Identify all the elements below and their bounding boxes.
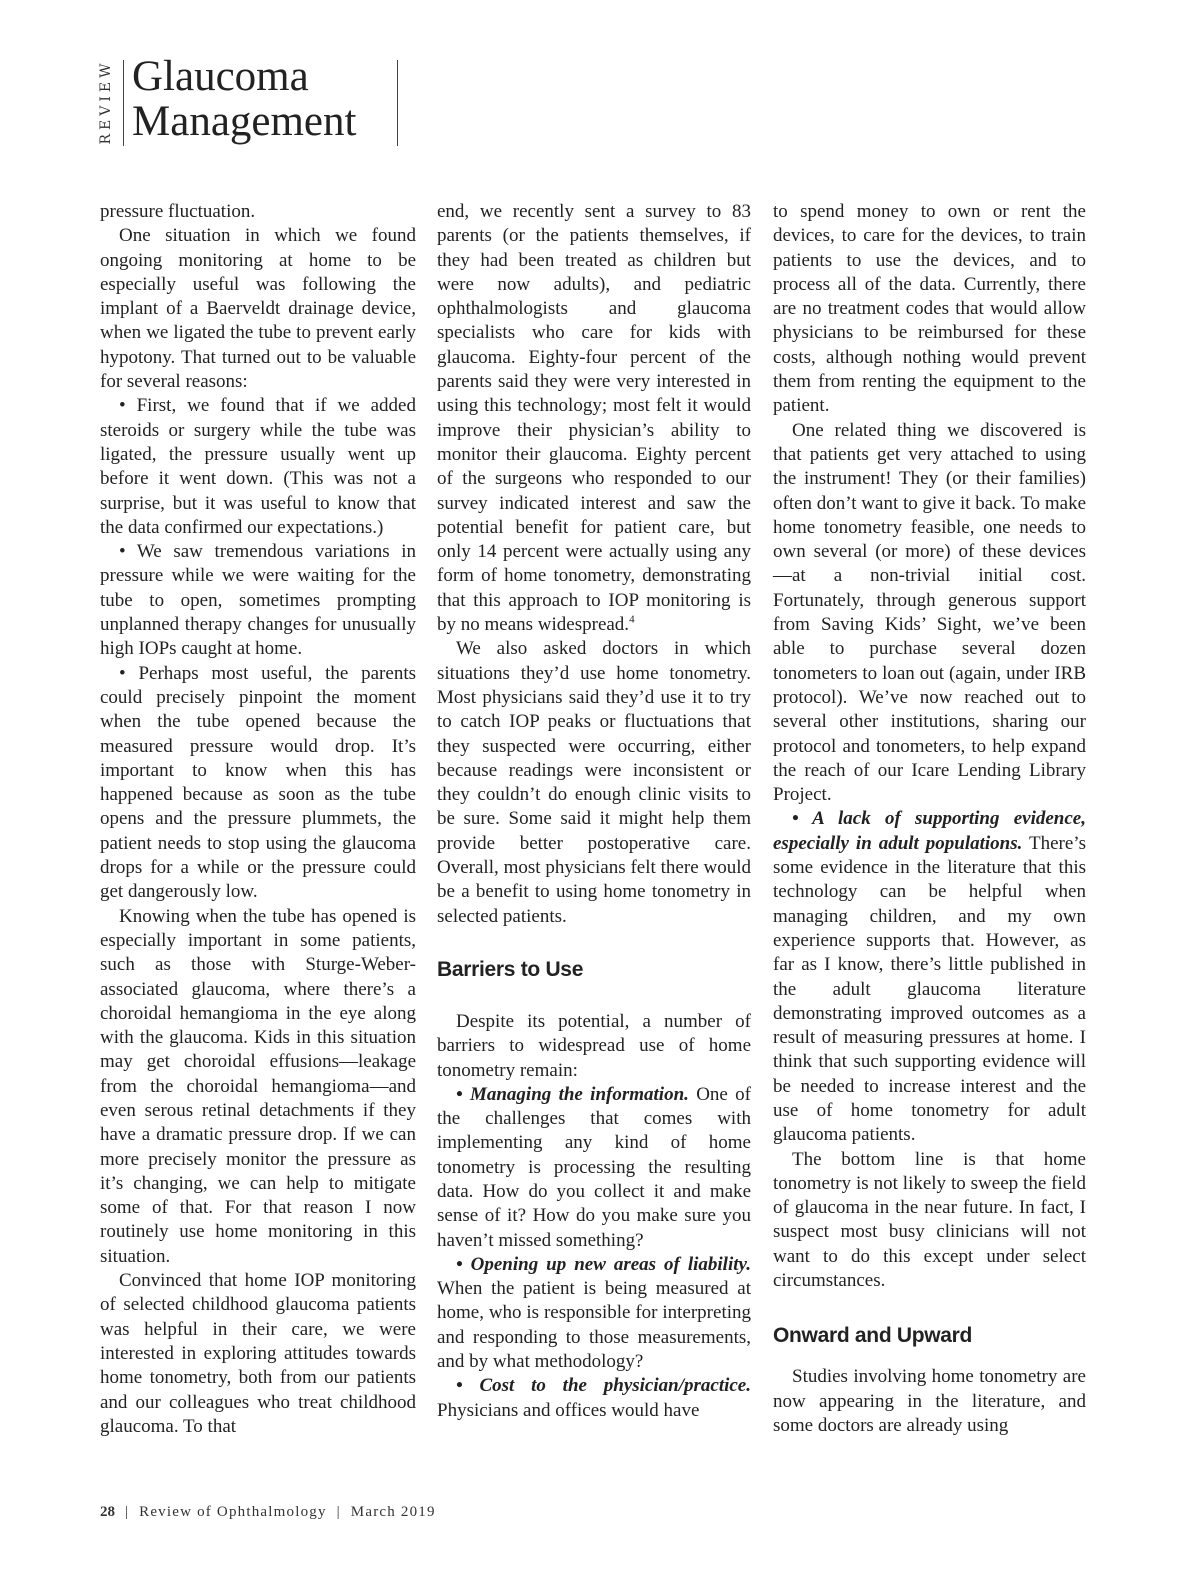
issue-date: March 2019 [350,1504,436,1520]
paragraph: The bottom line is that home tonometry is not likely to sweep the field of glaucoma in the near future. In fact, I suspect most busy clinicians will not want to do this except under select circumstances. [773,1148,1086,1292]
page-number: 28 [100,1504,115,1520]
bullet-text: Physicians and offices would have [437,1399,700,1421]
paragraph: One related thing we discovered is that patients get very attached to using the instrument! They (or their families) often don’t want to give it back. To make home tonometry feasible, one needs to own several (or more) of these devices—at a non-trivial initial cost. Fortunately, through generous support from Saving Kids’ Sight, we’ve been able to purchase several dozen tonometers to loan out (again, under IRB protocol). We’ve now reached out to several other institutions, sharing our protocol and tonometers, to help expand the reach of our Icare Lending Library Project. [773,419,1086,806]
section-label [96,58,116,146]
department-title [132,54,356,144]
reference-superscript: 4 [629,613,635,626]
paragraph: Despite its potential, a number of barriers to widespread use of home tonometry remain: [437,1010,751,1081]
section-label-text: REVIEW [98,59,114,145]
bullet-paragraph [437,1374,751,1423]
bullet-text: There’s some evidence in the literature that this technology can be helpful when managing children, and my own experience supports that. However, as far as I know, there’s little published in the adult glaucoma literature demonstrating improved outcomes as a result of measuring pressures at home. I think that such supporting evidence will be needed to increase interest and the use of home tonometry for adult glaucoma patients. [773,832,1086,1146]
paragraph-text: end, we recently sent a survey to 83 parents (or the patients themselves, if they had been treated as children but were now adults), and pediatric ophthalmologists and glaucoma specialists who care for kids with glaucoma. Eighty-four percent of the parents said they were very interested in using this technology; most felt it would improve their physician’s ability to monitor their glaucoma. Eighty percent of the surgeons who responded to our survey indicated interest and saw the potential benefit for patient care, but only 14 percent were actually using any form of home tonometry, demonstrating that this approach to IOP monitoring is by no means widespread. [437,201,751,636]
bullet-paragraph: • Perhaps most useful, the parents could precisely pinpoint the moment when the tube opened because the measured pressure would drop. It’s important to know when this has happened because as soon as the tube opens and the pressure plummets, the patient needs to stop using the glaucoma drops for a while or the pressure could get dangerously low. [100,662,416,903]
title-line-2: Management [132,98,357,145]
bullet-paragraph [773,807,1086,1147]
section-heading: Onward and Upward [773,1324,973,1348]
page-footer [100,1504,436,1521]
paragraph [437,200,751,637]
footer-separator: | [336,1504,341,1520]
column-1 [100,200,416,1439]
bullet-paragraph: • First, we found that if we added steroids or surgery while the tube was ligated, the pressure usually went up before it went down. (This was not a surprise, but it was useful to know that the data confirmed our expectations.) [100,395,416,538]
column-2 [437,200,751,1423]
paragraph: We also asked doctors in which situations they’d use home tonometry. Most physicians said they’d use it to try to catch IOP peaks or fluctuations that they suspected were occurring, either because readings were inconsistent or they couldn’t do enough clinic visits to be sure. Some said it might help them provide better postoperative care. Overall, most physicians felt there would be a benefit to using home tonometry in selected patients. [437,638,751,927]
title-line-1: Glaucoma [132,53,309,100]
header-divider-right [397,60,398,146]
bullet-text: When the patient is being measured at home, who is responsible for interpreting and responding to those measurements, and by what methodology? [437,1278,751,1373]
publication-name: Review of Ophthalmology [139,1504,327,1520]
bullet-lead: • Cost to the physician/practice. [456,1375,751,1397]
footer-separator: | [124,1504,130,1520]
paragraph: Studies involving home tonometry are now appearing in the literature, and some doctors are already using [773,1366,1086,1436]
paragraph: Convinced that home IOP monitoring of selected childhood glaucoma patients was helpful in their care, we were interested in exploring attitudes towards home tonometry, both from our patients and our colleagues who treat childhood glaucoma. To that [100,1270,416,1437]
bullet-lead: • A lack of supporting evidence, especially in adult populations. [773,808,1086,854]
paragraph: to spend money to own or rent the devices, to care for the devices, to train patients to use the devices, and to process all of the data. Currently, there are no treatment codes that would allow physicians to be reimbursed for these costs, although nothing would prevent them from renting the equipment to the patient. [773,201,1086,417]
column-3 [773,200,1086,1438]
bullet-lead: • Opening up new areas of liability. [456,1253,751,1275]
header-divider-left [123,60,124,146]
bullet-lead: • Managing the information. [456,1083,689,1105]
paragraph: pressure fluctuation. [100,201,256,222]
bullet-paragraph [437,1253,751,1374]
bullet-paragraph: • We saw tremendous variations in pressure while we were waiting for the tube to open, sometimes prompting unplanned therapy changes for unusually high IOPs caught at home. [100,541,416,660]
paragraph: Knowing when the tube has opened is especially important in some patients, such as those with Sturge-Weber-associated glaucoma, where there’s a choroidal hemangioma in the eye along with the glaucoma. Kids in this situation may get choroidal effusions—leakage from the choroidal hemangioma—and even serous retinal detachments if they have a dramatic pressure drop. If we can more precisely monitor the pressure as it’s changing, we can help to mitigate some of that. For that reason I now routinely use home monitoring in this situation. [100,905,416,1267]
bullet-text: One of the challenges that comes with implementing any kind of home tonometry is processing the resulting data. How do you collect it and make sense of it? How do you make sure you haven’t missed something? [437,1083,751,1251]
section-heading: Barriers to Use [437,957,584,981]
bullet-paragraph [437,1083,751,1253]
paragraph: One situation in which we found ongoing monitoring at home to be especially useful was following the implant of a Baerveldt drainage device, when we ligated the tube to prevent early hypotony. That turned out to be valuable for several reasons: [100,225,416,393]
